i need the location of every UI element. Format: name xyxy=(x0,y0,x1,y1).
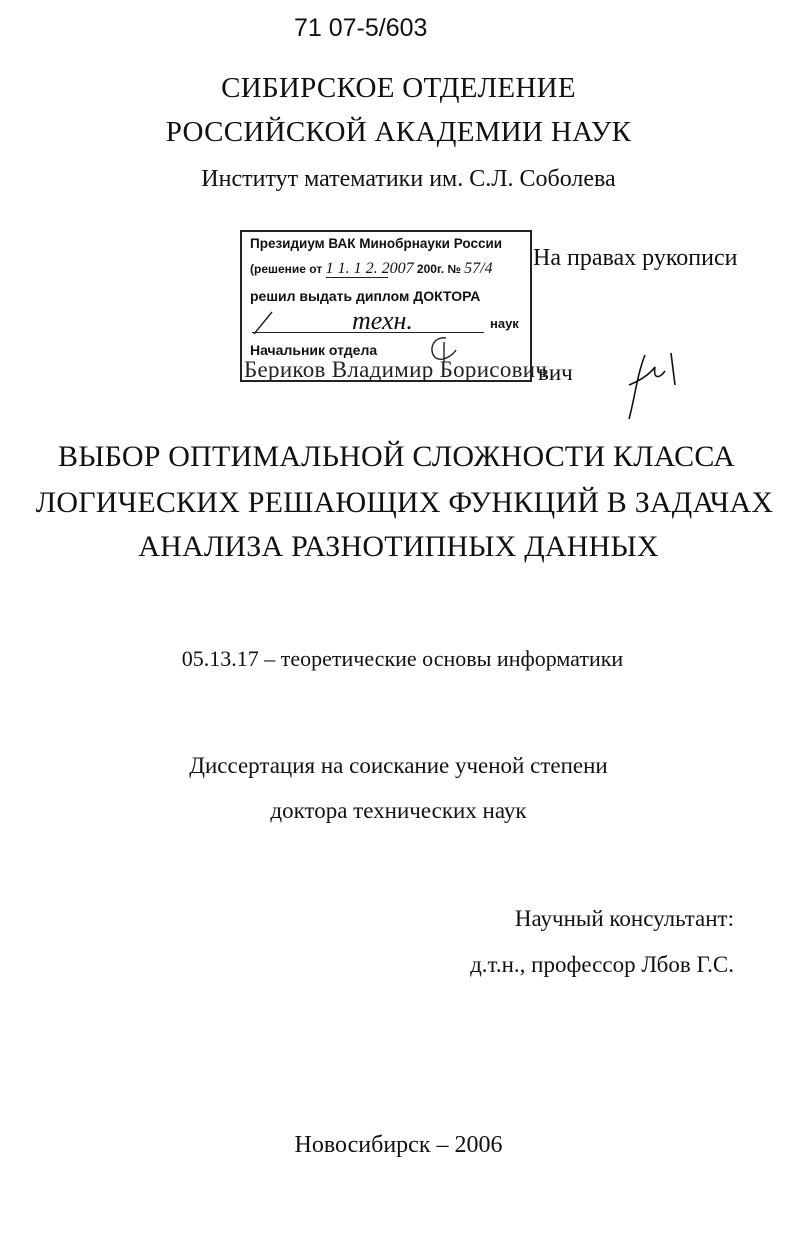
stamp-line-1: Президиум ВАК Минобрнауки России xyxy=(250,236,503,251)
manuscript-rights: На правах рукописи xyxy=(533,245,738,271)
stamp-date-underline xyxy=(326,277,388,278)
title-line-3: АНАЛИЗА РАЗНОТИПНЫХ ДАННЫХ xyxy=(138,530,659,563)
consultant-name: д.т.н., профессор Лбов Г.С. xyxy=(470,952,734,977)
city-year: Новосибирск – 2006 xyxy=(294,1132,503,1158)
author-name: Бериков Владимир Борисович xyxy=(244,357,548,382)
degree-line-2: доктора технических наук xyxy=(270,798,527,823)
stamp-line-2: (решение от 1 1. 1 2. 2007 200г. № 57/4 xyxy=(250,260,493,277)
title-line-1: ВЫБОР ОПТИМАЛЬНОЙ СЛОЖНОСТИ КЛАССА xyxy=(58,440,735,473)
stamp-handwritten-date: 1 1. 1 2. 2007 xyxy=(325,260,414,277)
degree-line-1: Диссертация на соискание ученой степени xyxy=(189,753,608,778)
org-line-1: СИБИРСКОЕ ОТДЕЛЕНИЕ xyxy=(221,72,576,104)
specialty-code: 05.13.17 – теоретические основы информатики xyxy=(181,646,624,671)
stamp-line-5: Начальник отдела xyxy=(250,342,378,358)
author-signature-icon xyxy=(615,345,695,425)
stamp-handwritten-number: 57/4 xyxy=(464,260,493,277)
stamp-line-3: решил выдать диплом ДОКТОРА xyxy=(250,288,481,304)
title-line-2: ЛОГИЧЕСКИХ РЕШАЮЩИХ ФУНКЦИЙ В ЗАДАЧАХ xyxy=(35,486,774,519)
author-name-tail: вич xyxy=(538,360,573,385)
stamp-line-4-suffix: наук xyxy=(490,316,519,331)
institute-name: Институт математики им. С.Л. Соболева xyxy=(201,166,616,192)
consultant-label: Научный консультант: xyxy=(514,906,734,931)
stamp-slash-mark xyxy=(248,308,278,338)
org-line-2: РОССИЙСКОЙ АКАДЕМИИ НАУК xyxy=(165,116,632,148)
reference-number: 71 07-5/603 xyxy=(294,14,428,42)
stamp-handwritten-field: техн. xyxy=(352,306,413,335)
